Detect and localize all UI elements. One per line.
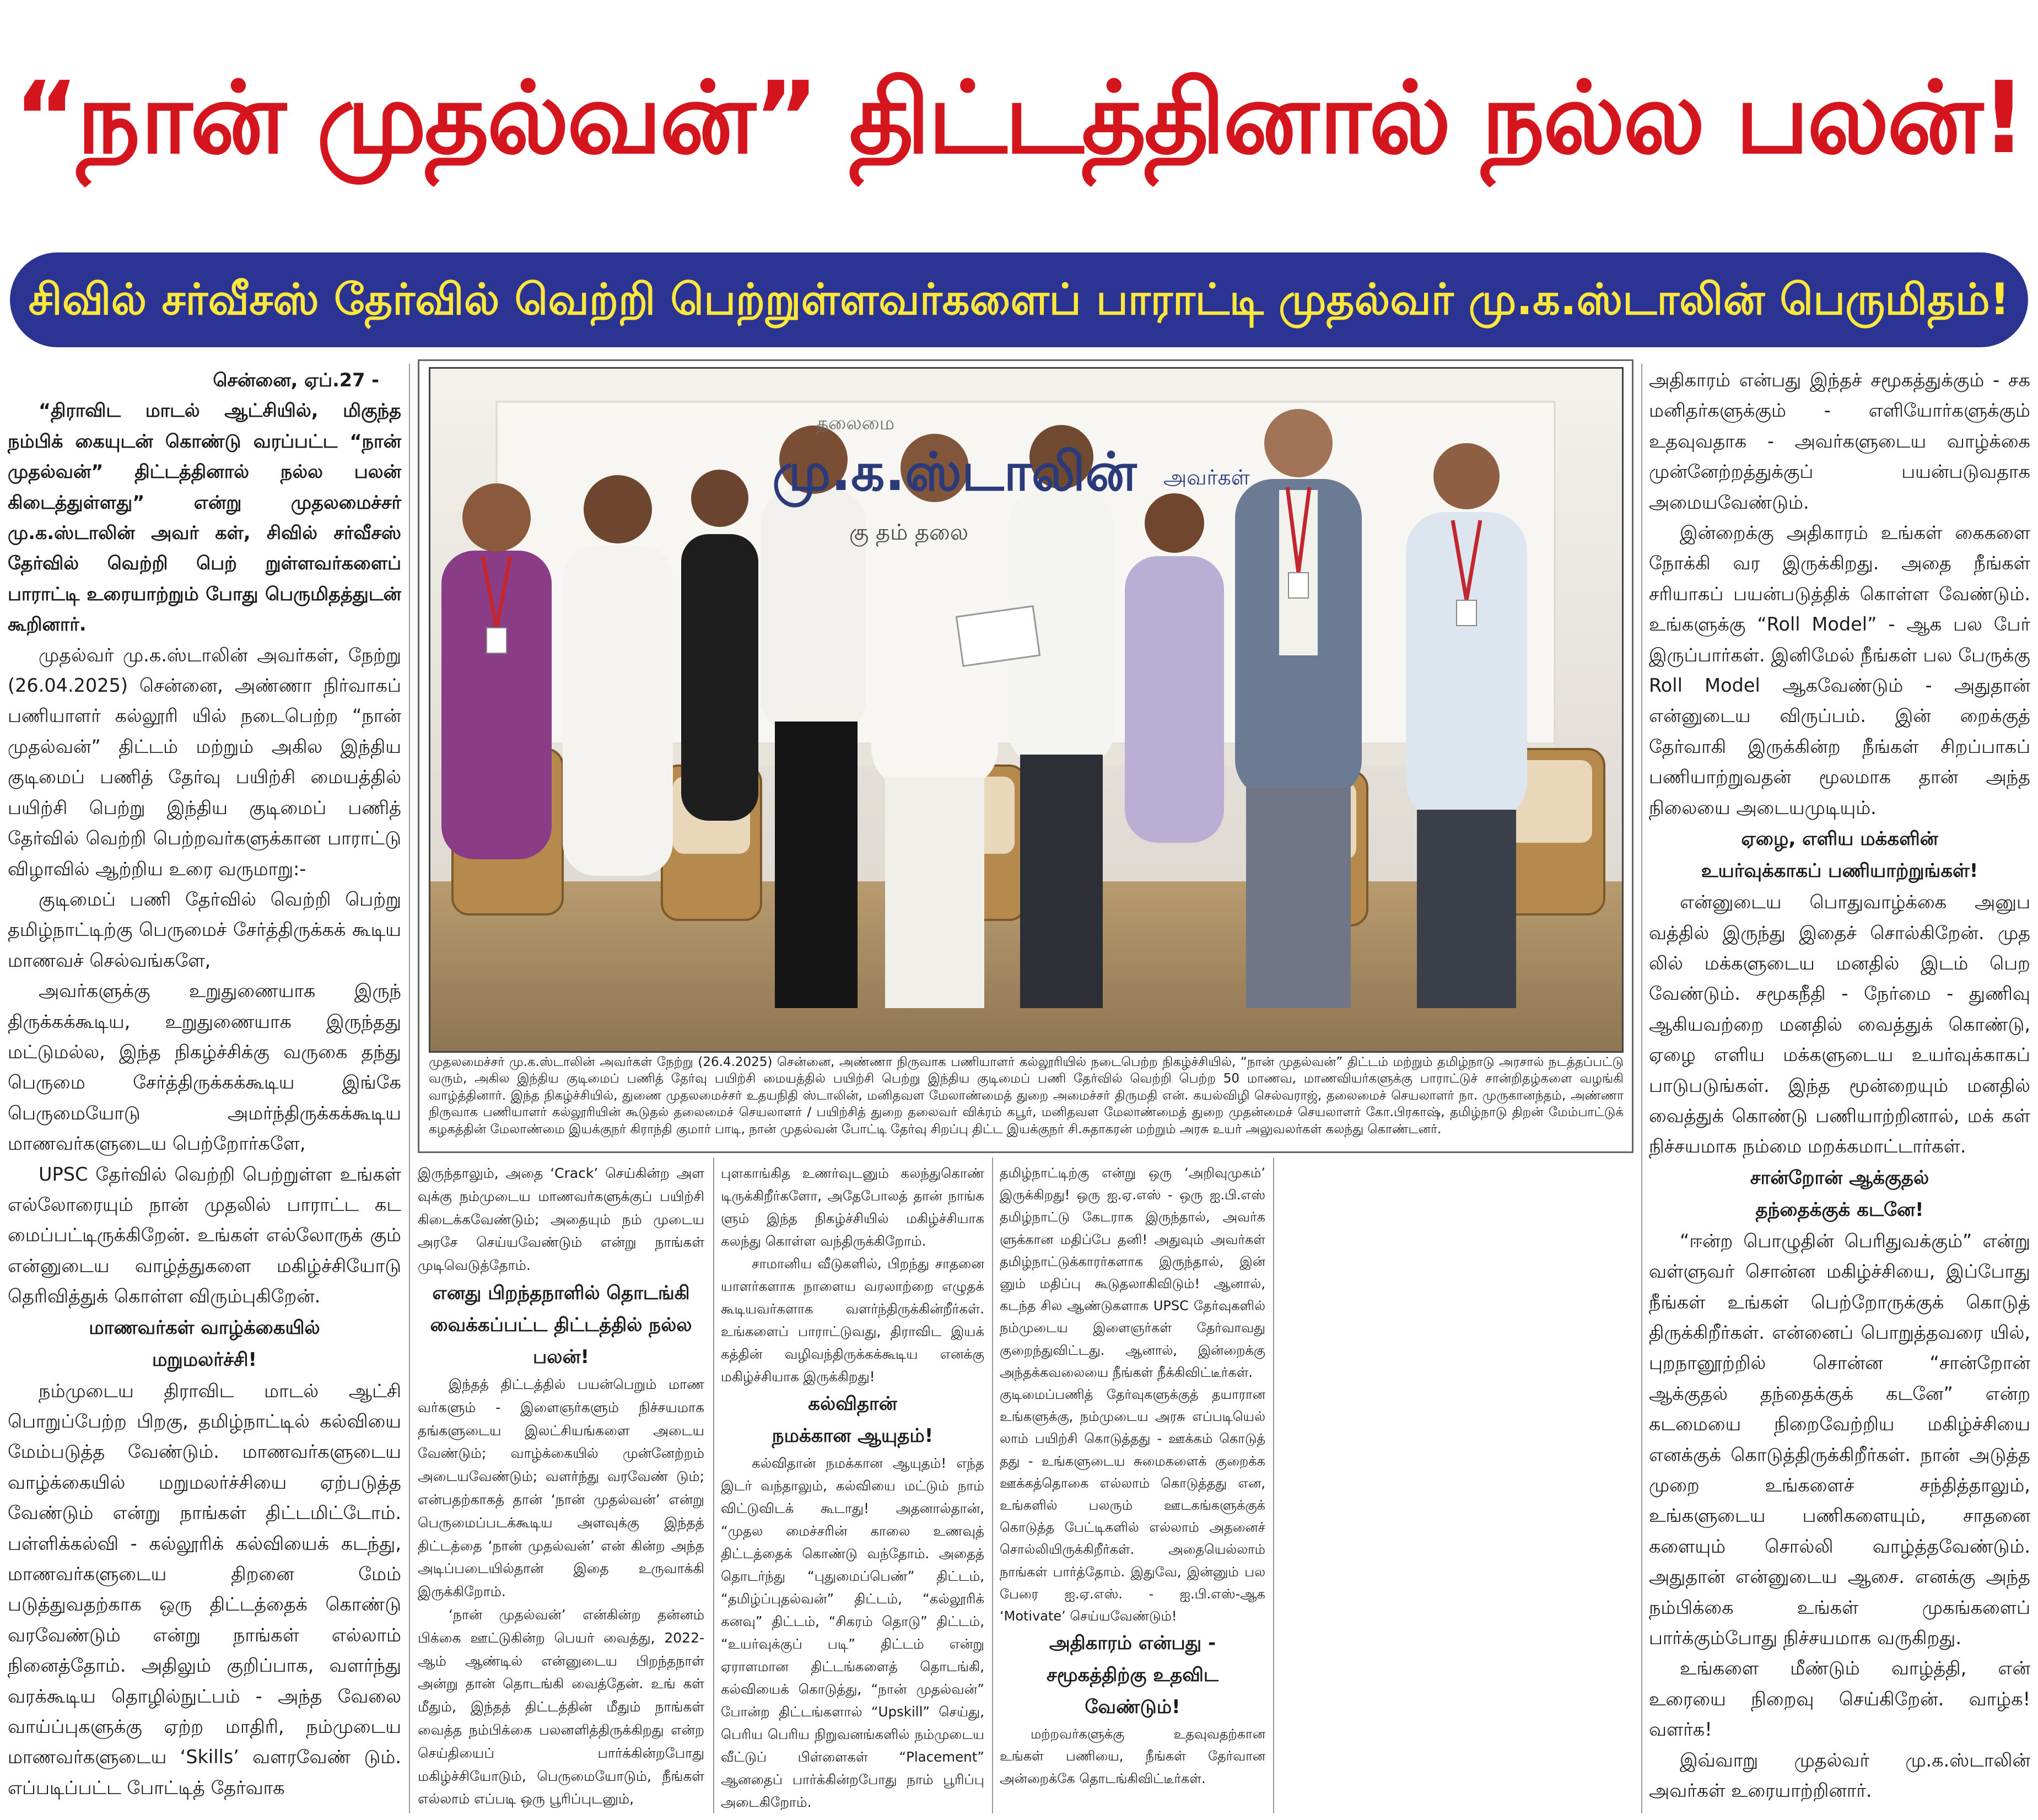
subheading: மறுமலர்ச்சி! xyxy=(152,1348,257,1371)
paragraph: சாமானிய வீடுகளில், பிறந்து சாதனை யாளர்களாக நாளைய வரலாற்றை எழுதக் கூடியவர்களாக வளர்ந்திருக்கின்றீர்கள். உங்களைப் பாராட்டுவது, திராவிட இயக் கத்தின் வழிவந்திருக்கக்கூடிய எனக்கு மகிழ்ச்சியாக இருக்கிறது! xyxy=(721,1256,984,1385)
column-3 xyxy=(721,1162,984,1813)
paragraph: குடிமைப்பணித் தேர்வுகளுக்குத் தயாரான உங்களுக்கு, நம்முடைய அரசு எப்படியெல் லாம் பயிற்சி கொடுத்தது - ஊக்கம் கொடுத் தது - உங்களுடைய சுமைகளைக் குறைக்க ஊக்கத்தொகை எல்லாம் கொடுத்தது என, உங்களில் பலரும் ஊடகங்களுக்குக் கொடுத்த பேட்டிகளில் எல்லாம் அதனைச் சொல்லியிருக்கிறீர்கள். அதையெல்லாம் நாங்கள் பார்த்தோம். இதுவே, இன்னும் பல பேரை ஐ.ஏ.எஸ். - ஐ.பி.எஸ்-ஆக ‘Motivate’ செய்யவேண்டும்! xyxy=(1000,1387,1265,1624)
photo-backdrop-line: கு தம் தலை xyxy=(849,520,969,545)
subheading: தந்தைக்குக் கடனே! xyxy=(1755,1198,1924,1221)
paragraph: இருந்தாலும், அதை ‘Crack’ செய்கின்ற அள வுக்கு நம்முடைய மாணவர்களுக்குப் பயிற்சி கிடைக்கவேண்டும்; அதையும் நம் முடைய அரசே செய்யவேண்டும் என்று நாங்கள் முடிவெடுத்தோம். xyxy=(418,1165,704,1274)
paragraph: இவ்வாறு முதல்வர் மு.க.ஸ்டாலின் அவர்கள் உரையாற்றினார். xyxy=(1649,1749,2030,1802)
subheading: உயர்வுக்காகப் பணியாற்றுங்கள்! xyxy=(1701,860,1978,882)
column-divider xyxy=(1641,364,1642,1813)
subheading: நமக்கான ஆயுதம்! xyxy=(772,1425,934,1447)
paragraph: அவர்களுக்கு உறுதுணையாக இருந் திருக்கக்கூடிய, உறுதுணையாக இருந்தது மட்டுமல்ல, இந்த நிகழ்ச்சிக்கு வருகை தந்து பெருமை சேர்த்திருக்கக்கூடிய இங்கே பெருமையோடு அமர்ந்திருக்கக்கூடிய மாணவர்களுடைய பெற்றோர்களே, xyxy=(8,980,401,1155)
paragraph: என்னுடைய பொதுவாழ்க்கை அனுப வத்தில் இருந்து இதைச் சொல்கிறேன். முத லில் மக்களுடைய மனதில் இடம் பெற வேண்டும். சமூகநீதி - நேர்மை - துணிவு ஆகியவற்றை மனதில் வைத்துக் கொண்டு, ஏழை எளிய மக்களுடைய உயர்வுக்காகப் பாடுபடுங்கள். இந்த மூன்றையும் மனதில் வைத்துக் கொண்டு பணியாற்றினால், மக் கள் நிச்சயமாக நம்மை மறக்கமாட்டார்கள். xyxy=(1649,891,2030,1157)
column-divider xyxy=(409,364,410,1813)
subheading: கல்விதான் xyxy=(808,1393,897,1415)
paragraph: ‘நான் முதல்வன்’ என்கின்ற தன்னம் பிக்கை ஊட்டுகின்ற பெயர் வைத்து, 2022-ஆம் ஆண்டில் என்னுடைய பிறந்தநாள் அன்று தான் தொடங்கி வைத்தேன். உங் கள் மீதும், இந்தத் திட்டத்தின் மீதும் நாங்கள் வைத்த நம்பிக்கை பலனளித்திருக்கிறது என்ற செய்தியைப் பார்க்கின்றபோது மகிழ்ச்சியோடும், பெருமையோடும், நீங்கள் எல்லாம் எப்படி ஒரு பூரிப்புடனும், xyxy=(418,1606,704,1807)
subheading: வைக்கப்பட்ட திட்டத்தில் நல்ல பலன்! xyxy=(430,1313,692,1368)
subheading: ஏழை, எளிய மக்களின் xyxy=(1741,828,1938,850)
subheading: மாணவர்கள் வாழ்க்கையில் xyxy=(89,1316,320,1339)
column-divider xyxy=(992,1157,993,1813)
paragraph: மற்றவர்களுக்கு உதவுவதற்கான உங்கள் பணியை, நீங்கள் தேர்வான அன்றைக்கே தொடங்கிவிட்டீர்கள். xyxy=(1000,1726,1265,1786)
subheadline-banner xyxy=(10,252,2028,347)
column-1 xyxy=(8,365,401,1803)
paragraph: இன்றைக்கு அதிகாரம் உங்கள் கைகளை நோக்கி வர இருக்கிறது. அதை நீங்கள் சரியாகப் பயன்படுத்திக் கொள்ள வேண்டும். உங்களுக்கு “Roll Model” - ஆக பல பேர் இருப்பார்கள். இனிமேல் நீங்கள் பல பேருக்கு Roll Model ஆகவேண்டும் - அதுதான் என்னுடைய விருப்பம். இன் றைக்குத் தேர்வாகி இருக்கின்ற நீங்கள் சிறப்பாகப் பணியாற்றுவதன் மூலமாக தான் அந்த நிலையை அடையமுடியும். xyxy=(1649,522,2030,819)
photo-caption: முதலமைச்சர் மு.க.ஸ்டாலின் அவர்கள் நேற்று (26.4.2025) சென்னை, அண்ணா நிருவாக பணியாளர் கல்லூரியில் நடைபெற்ற நிகழ்ச்சியில், “நான் முதல்வன்” திட்டம் மற்றும் தமிழ்நாடு அரசால் நடத்தப்பட்டு வரும், அகில இந்திய குடிமைப் பணித் தேர்வு பயிற்சி மையத்தில் பயிற்சி பெற்று இந்திய குடிமைப் பணி தேர்வில் வெற்றி பெற்ற 50 மாணவ, மாணவியர்களுக்கு பாராட்டுச் சான்றிதழ்களை வழங்கி வாழ்த்தினார். இந்த நிகழ்ச்சியில், துணை முதலமைச்சர் உதயநிதி ஸ்டாலின், மனிதவள மேலாண்மைத் துறை அமைச்சர் திருமதி என். கயல்விழி செல்வராஜ், தலைமைச் செயலாளர் நா. முருகானந்தம், அண்ணா நிருவாக பணியாளர் கல்லூரியின் கூடுதல் தலைமைச் செயலாளர் / பயிற்சித் துறை தலைவர் விக்ரம் கபூர், மனிதவள மேலாண்மைத் துறை முதன்மைச் செயலாளர் கோ.பிரகாஷ், தமிழ்நாடு திறன் மேம்பாட்டுக் கழகத்தின் மேலாண்மை இயக்குநர் கிராந்தி குமார் பாடி, நான் முதல்வன் போட்டி தேர்வு சிறப்பு திட்ட இயக்குநர் சி.சுதாகரன் மற்றும் அரசு உயர் அலுவலர்கள் கலந்து கொண்டனர். xyxy=(429,1055,1624,1137)
paragraph: அதிகாரம் என்பது இந்தச் சமூகத்துக்கும் - சக மனிதர்களுக்கும் - எளியோர்களுக்கும் உதவுவதாக - அவர்களுடைய வாழ்க்கை முன்னேற்றத்துக்குப் பயன்படுவதாக அமையவேண்டும். xyxy=(1649,369,2030,513)
paragraph: “ஈன்ற பொழுதின் பெரிதுவக்கும்” என்று வள்ளுவர் சொன்ன மகிழ்ச்சியை, இப்போது நீங்கள் உங்கள் பெற்றோருக்குக் கொடுத் திருக்கிறீர்கள். என்னைப் பொறுத்தவரை யில், புறநானூற்றில் சொன்ன “சான்றோன் ஆக்குதல் தந்தைக்குக் கடனே” என்ற கடமையை நிறைவேற்றிய மகிழ்ச்சியை எனக்குக் கொடுத்திருக்கிறீர்கள். நான் அடுத்த முறை உங்களைச் சந்தித்தாலும், உங்களுடைய பணிகளையும், சாதனை களையும் சொல்லி வாழ்த்தவேண்டும். அதுதான் என்னுடைய ஆசை. எனக்கு அந்த நம்பிக்கை உங்கள் முகங்களைப் பார்க்கும்போது நிச்சயமாக வருகிறது. xyxy=(1649,1230,2030,1649)
column-4 xyxy=(1000,1162,1265,1790)
paragraph: குடிமைப் பணி தேர்வில் வெற்றி பெற்று தமிழ்நாட்டிற்கு பெருமைச் சேர்த்திருக்கக் கூடிய மாணவச் செல்வங்களே, xyxy=(8,888,401,971)
subheading: சமூகத்திற்கு உதவிட வேண்டும்! xyxy=(1047,1664,1219,1719)
column-5 xyxy=(1649,365,2030,1806)
column-divider xyxy=(1273,1157,1274,1813)
paragraph: புளகாங்கித உணர்வுடனும் கலந்துகொண் டிருக்கிறீர்களோ, அதேபோலத் தான் நாங்க ளும் இந்த நிகழ்ச்சியில் மகிழ்ச்சியாக கலந்து கொள்ள வந்திருக்கிறோம். xyxy=(721,1165,984,1249)
headline: “நான் முதல்வன்” திட்டத்தினால் நல்ல பலன்! xyxy=(14,61,2024,176)
subheading: சான்றோன் ஆக்குதல் xyxy=(1750,1166,1929,1189)
column-divider xyxy=(713,1157,714,1813)
paragraph: நம்முடைய திராவிட மாடல் ஆட்சி பொறுப்பேற்ற பிறகு, தமிழ்நாட்டில் கல்வியை மேம்படுத்த வேண்டும். மாணவர்களுடைய வாழ்க்கையில் மறுமலர்ச்சியை ஏற்படுத்த வேண்டும் என்று நாங்கள் திட்டமிட்டோம். பள்ளிக்கல்வி - கல்லூரிக் கல்வியைக் கடந்து, மாணவர்களுடைய திறனை மேம் படுத்துவதற்காக ஒரு திட்டத்தைக் கொண்டு வரவேண்டும் என்று நாங்கள் எல்லாம் நினைத்தோம். அதிலும் குறிப்பாக, வளர்ந்து வரக்கூடிய தொழில்நுட்பம் - அந்த வேலை வாய்ப்புகளுக்கு ஏற்ற மாதிரி, நம்முடைய மாணவர்களுடைய ‘Skills’ வளரவேண் டும். எப்படிப்பட்ட போட்டித் தேர்வாக xyxy=(8,1380,401,1799)
paragraph: தமிழ்நாட்டிற்கு என்று ஒரு ‘அறிவுமுகம்’ இருக்கிறது! ஒரு ஐ.ஏ.எஸ் - ஒரு ஐ.பி.எஸ் தமிழ்நாட்டு கேடராக இருந்தால், அவர்க ளுக்கான மதிப்பே தனி! அதுவும் அவர்கள் தமிழ்நாட்டுக்காரர்களாக இருந்தால், இன் னும் மதிப்பு கூடுதலாகிவிடும்! ஆனால், கடந்த சில ஆண்டுகளாக UPSC தேர்வுகளில் நம்முடைய இளைஞர்கள் தேர்வாவது குறைந்துவிட்டது. ஆனால், இன்றைக்கு அந்தக்கவலையை நீங்கள் நீக்கிவிட்டீர்கள். xyxy=(1000,1165,1265,1380)
paragraph: கல்விதான் நமக்கான ஆயுதம்! எந்த இடர் வந்தாலும், கல்வியை மட்டும் நாம் விட்டுவிடக் கூடாது! அதனால்தான், “முதல மைச்சரின் காலை உணவுத் திட்டத்தைக் கொண்டு வந்தோம். அதைத் தொடர்ந்து “புதுமைப்பெண்” திட்டம், “தமிழ்ப்புதல்வன்” திட்டம், “கல்லூரிக் கனவு” திட்டம், “சிகரம் தொடு” திட்டம், “உயர்வுக்குப் படி” திட்டம் என்று ஏராளமான திட்டங்களைத் தொடங்கி, கல்வியைக் கொடுத்து, “நான் முதல்வன்” போன்ற திட்டங்களால் “Upskill” செய்து, பெரிய பெரிய நிறுவனங்களில் நம்முடைய வீட்டுப் பிள்ளைகள் “Placement” ஆனதைப் பார்க்கின்றபோது நாம் பூரிப்பு அடைகிறோம். xyxy=(721,1455,984,1810)
paragraph: உங்களை மீண்டும் வாழ்த்தி, என் உரையை நிறைவு செய்கிறேன். வாழ்க! வளர்க! xyxy=(1649,1657,2030,1741)
paragraph: இந்தத் திட்டத்தில் பயன்பெறும் மாண வர்களும் - இளைஞர்களும் நிச்சயமாக தங்களுடைய இலட்சியங்களை அடைய வேண்டும்; வாழ்க்கையில் முன்னேற்றம் அடையவேண்டும்; வளர்ந்து வரவேண் டும்; என்பதற்காகத் தான் ‘நான் முதல்வன்’ என்று பெருமைப்படக்கூடிய அளவுக்கு இந்தத் திட்டத்தை ‘நான் முதல்வன்’ என் கின்ற அந்த அடிப்படையில்தான் இதை உருவாக்கி இருக்கிறோம். xyxy=(418,1376,704,1600)
photo-backdrop-suffix: அவர்கள் xyxy=(1163,465,1250,489)
subheadline: சிவில் சர்வீசஸ் தேர்வில் வெற்றி பெற்றுள்ளவர்களைப் பாராட்டி முதல்வர் மு.க.ஸ்டாலின் பெருமிதம்! xyxy=(28,275,2010,325)
paragraph: முதல்வர் மு.க.ஸ்டாலின் அவர்கள், நேற்று (26.04.2025) சென்னை, அண்ணா நிர்வாகப் பணியாளர் கல்லூரி யில் நடைபெற்ற “நான் முதல்வன்” திட்டம் மற்றும் அகில இந்திய குடிமைப் பணித் தேர்வு பயிற்சி மையத்தில் பயிற்சி பெற்று இந்திய குடிமைப் பணித் தேர்வில் வெற்றி பெற்றவர்களுக்கான பாராட்டு விழாவில் ஆற்றிய உரை வருமாறு:- xyxy=(8,644,401,880)
event-photo xyxy=(429,367,1624,1053)
subheading: அதிகாரம் என்பது - xyxy=(1049,1632,1216,1655)
subheading: எனது பிறந்தநாளில் தொடங்கி xyxy=(432,1281,690,1304)
lead-paragraph: “திராவிட மாடல் ஆட்சியில், மிகுந்த நம்பிக் கையுடன் கொண்டு வரப்பட்ட “நான் முதல்வன்” திட்டத்தினால் நல்ல பலன் கிடைத்துள்ளது” என்று முதலமைச்சர் மு.க.ஸ்டாலின் அவர் கள், சிவில் சர்வீசஸ் தேர்வில் வெற்றி பெற் றுள்ளவர்களைப் பாராட்டி உரையாற்றும் போது பெருமிதத்துடன் கூறினார். xyxy=(8,400,401,636)
column-2 xyxy=(418,1162,704,1811)
photo-backdrop-name: மு.க.ஸ்டாலின் xyxy=(772,441,1137,503)
dateline: சென்னை, ஏப்.27 - xyxy=(213,369,379,391)
photo-backdrop-top: தலைமை xyxy=(816,412,895,434)
paragraph: UPSC தேர்வில் வெற்றி பெற்றுள்ள உங்கள் எல்லோரையும் நான் முதலில் பாராட்ட கட மைப்பட்டிருக்கிறேன். உங்கள் எல்லோருக் கும் என்னுடைய வாழ்த்துகளை மகிழ்ச்சியோடு தெரிவித்துக் கொள்ள விரும்புகிறேன். xyxy=(8,1163,401,1307)
